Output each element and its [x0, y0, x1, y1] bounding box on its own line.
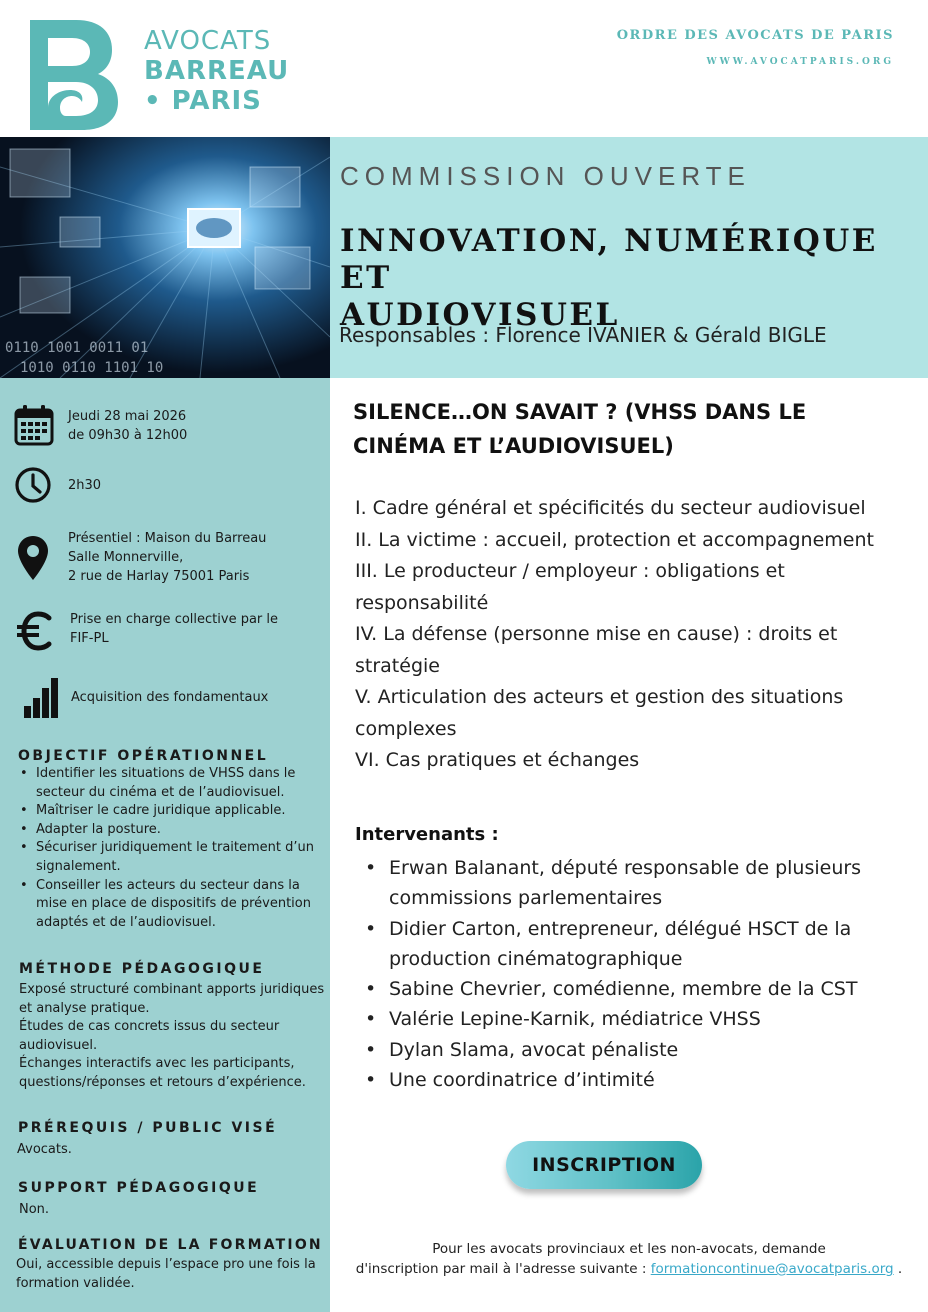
- list-item: • Didier Carton, entrepreneur, délégué HSCT de la production cinématographique: [355, 914, 905, 975]
- prerequis-title: PRÉREQUIS / PUBLIC VISÉ: [18, 1120, 278, 1136]
- footer-note: [330, 1239, 928, 1279]
- list-item: I. Cadre général et spécificités du secteur audiovisuel: [355, 497, 866, 519]
- list-item: • Identifier les situations de VHSS dans le secteur du cinéma et de l’audiovisuel.: [18, 765, 318, 802]
- list-item: • Valérie Lepine-Karnik, médiatrice VHSS: [355, 1004, 905, 1034]
- bar-chart-icon: [22, 676, 60, 718]
- location-line-2: Salle Monnerville,: [68, 550, 184, 565]
- prerequis-text: Avocats.: [17, 1142, 72, 1157]
- methode-line-3: Échanges interactifs avec les participants, questions/réponses et retours d’expérience.: [19, 1056, 306, 1090]
- methode-title: MÉTHODE PÉDAGOGIQUE: [19, 961, 265, 977]
- list-item: V. Articulation des acteurs et gestion des situations complexes: [355, 686, 844, 740]
- footer-line-1: Pour les avocats provinciaux et les non-avocats, demande: [432, 1241, 826, 1257]
- logo-line-avocats: AVOCATS: [144, 26, 272, 56]
- logo-wordmark: [144, 26, 289, 116]
- svg-text:1010 0110 1101 10: 1010 0110 1101 10: [20, 360, 164, 376]
- list-item: VI. Cas pratiques et échanges: [355, 749, 640, 771]
- date-text: [68, 407, 187, 445]
- objectif-list: [18, 765, 318, 932]
- objectif-title: OBJECTIF OPÉRATIONNEL: [18, 748, 269, 764]
- logo-line-barreau: BARREAU: [144, 56, 290, 86]
- inscription-button[interactable]: INSCRIPTION: [506, 1141, 702, 1189]
- location-line-1: Présentiel : Maison du Barreau: [68, 531, 267, 546]
- svg-text:0110 1001 0011 01: 0110 1001 0011 01: [5, 340, 149, 356]
- list-item: • Une coordinatrice d’intimité: [355, 1065, 905, 1095]
- list-item: II. La victime : accueil, protection et accompagnement: [355, 528, 874, 551]
- banner-image: [0, 137, 330, 378]
- info-sidebar: [0, 378, 330, 1312]
- clock-icon: [14, 466, 52, 504]
- list-item: • Erwan Balanant, député responsable de plusieurs commissions parlementaires: [355, 853, 905, 914]
- calendar-icon: [14, 404, 54, 446]
- list-item: • Dylan Slama, avocat pénaliste: [355, 1035, 905, 1065]
- footer-line-2: [330, 1259, 928, 1279]
- page-title: [340, 223, 920, 334]
- intervenants-list: [355, 853, 905, 1095]
- support-text: Non.: [19, 1202, 50, 1217]
- methode-line-1: Exposé structuré combinant apports juridiques et analyse pratique.: [19, 982, 325, 1016]
- ordre-name: ORDRE DES AVOCATS DE PARIS: [616, 28, 894, 43]
- location-pin-icon: [17, 535, 49, 581]
- support-title: SUPPORT PÉDAGOGIQUE: [18, 1180, 260, 1196]
- evaluation-title: ÉVALUATION DE LA FORMATION: [18, 1237, 323, 1253]
- date-line-1: Jeudi 28 mai 2026: [68, 409, 187, 424]
- page-header: [0, 0, 928, 137]
- page-title-line-2: AUDIOVISUEL: [340, 297, 620, 333]
- level-text: Acquisition des fondamentaux: [71, 690, 269, 705]
- duration-text: 2h30: [68, 478, 102, 493]
- list-item: • Conseiller les acteurs du secteur dans la mise en place de dispositifs de prévention adaptés et de l’audiovisuel.: [18, 877, 318, 933]
- methode-body: [19, 981, 329, 1093]
- tech-illustration-icon: [0, 137, 330, 378]
- barreau-logo-icon: [26, 16, 120, 134]
- methode-line-2: Études de cas concrets issus du secteur audiovisuel.: [19, 1019, 280, 1053]
- location-text: [68, 529, 266, 586]
- date-line-2: de 09h30 à 12h00: [68, 428, 188, 443]
- banner-title-block: [330, 137, 928, 378]
- logo-line-paris: • PARIS: [144, 86, 262, 116]
- programme-list: [355, 493, 915, 777]
- list-item: IV. La défense (personne mise en cause) : droits et stratégie: [355, 623, 838, 677]
- list-item: • Sabine Chevrier, comédienne, membre de la CST: [355, 974, 905, 1004]
- footer-line-2-text: d'inscription par mail à l'adresse suivante :: [355, 1261, 651, 1277]
- footer-end: .: [893, 1261, 903, 1277]
- list-item: III. Le producteur / employeur : obligations et responsabilité: [355, 560, 785, 614]
- website-link[interactable]: WWW.AVOCATPARIS.ORG: [706, 57, 894, 67]
- list-item: • Adapter la posture.: [18, 821, 318, 840]
- funding-line-1: Prise en charge collective par le: [70, 612, 278, 627]
- funding-line-2: FIF-PL: [70, 631, 109, 646]
- evaluation-text: Oui, accessible depuis l’espace pro une fois la formation validée.: [16, 1257, 316, 1291]
- intervenants-title: Intervenants :: [355, 824, 499, 845]
- session-title-line-2: CINÉMA ET L’AUDIOVISUEL): [353, 434, 674, 458]
- email-link[interactable]: formationcontinue@avocatparis.org: [650, 1261, 894, 1277]
- responsables-text: Responsables : Florence IVANIER & Gérald BIGLE: [339, 323, 827, 347]
- main-content: [330, 378, 928, 1312]
- location-line-3: 2 rue de Harlay 75001 Paris: [68, 569, 250, 584]
- funding-text: [70, 610, 278, 648]
- ordre-block: [617, 28, 894, 67]
- session-title-line-1: SILENCE…ON SAVAIT ? (VHSS DANS LE: [353, 400, 807, 424]
- euro-icon: [16, 611, 54, 651]
- session-title: [353, 395, 913, 463]
- list-item: • Sécuriser juridiquement le traitement d’un signalement.: [18, 839, 318, 876]
- list-item: • Maîtriser le cadre juridique applicable.: [18, 802, 318, 821]
- commission-label: COMMISSION OUVERTE: [340, 161, 751, 191]
- page-title-line-1: INNOVATION, NUMÉRIQUE ET: [340, 223, 878, 296]
